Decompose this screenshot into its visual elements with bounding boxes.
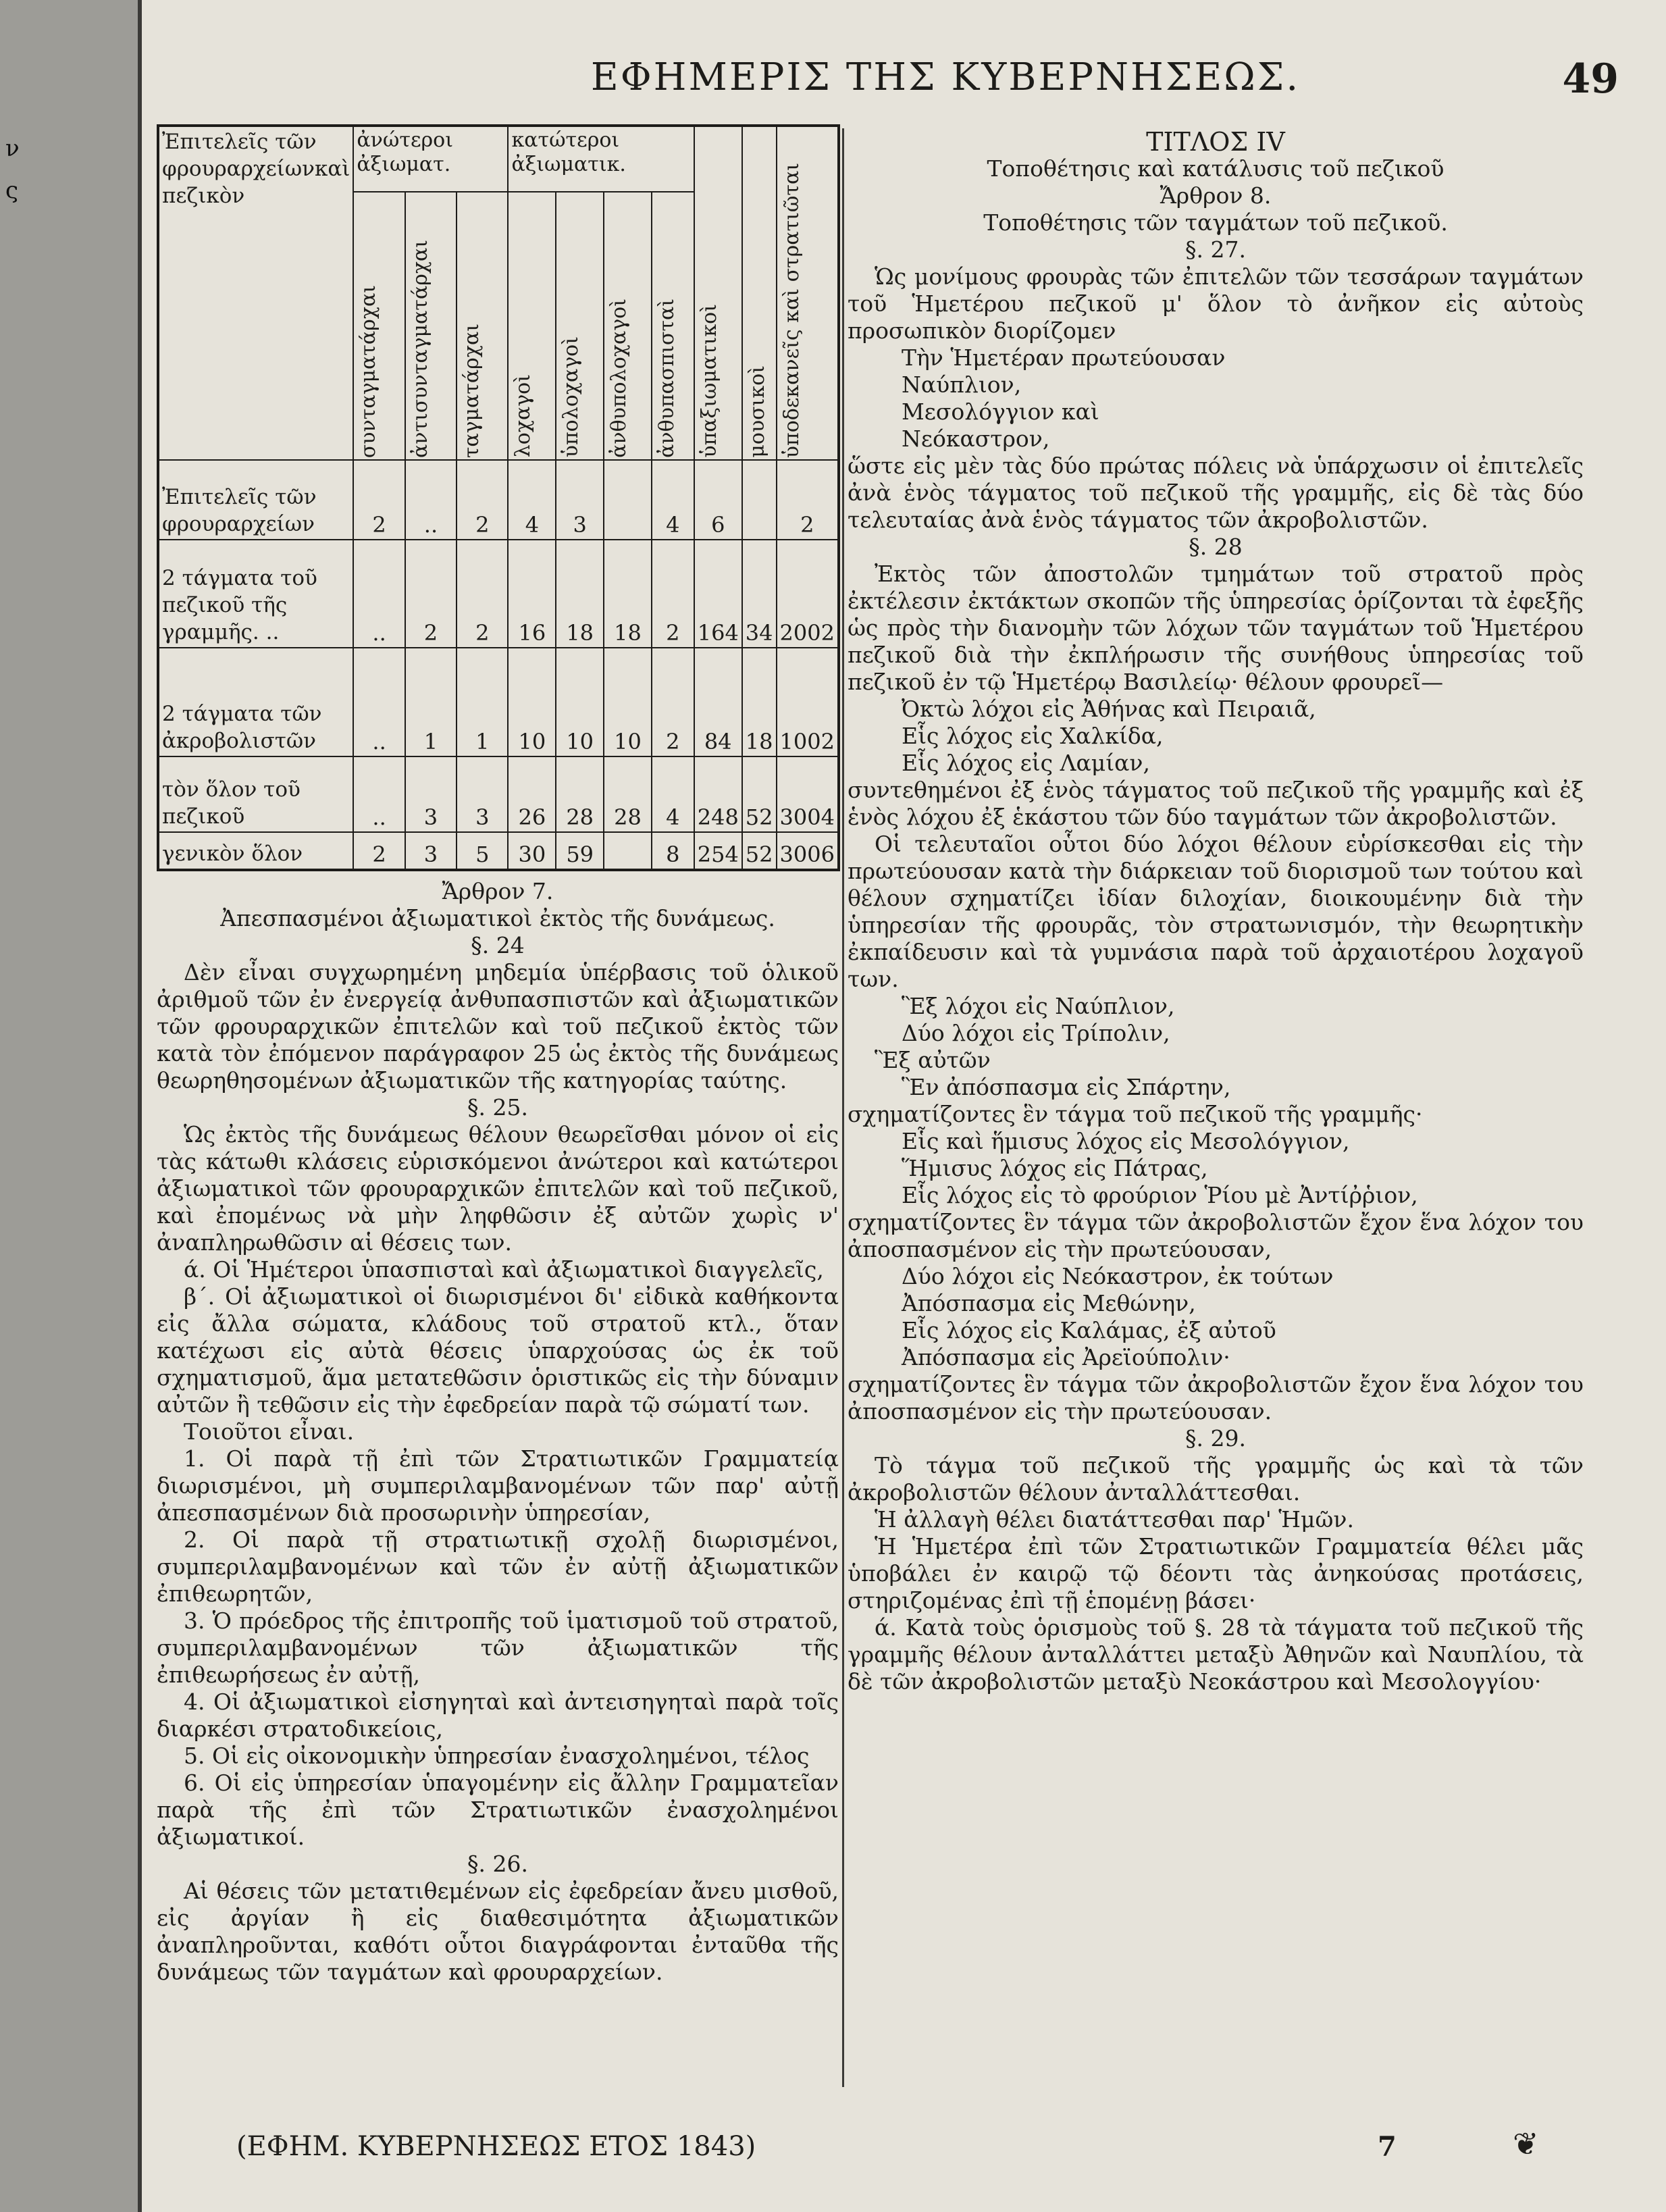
table-cell: 3 xyxy=(556,460,604,540)
place-item: Τὴν Ἡμετέραν πρωτεύουσαν xyxy=(902,344,1226,371)
table-cell: 8 xyxy=(652,832,694,869)
table-cell: 2 xyxy=(652,648,694,756)
table-cell: 2 xyxy=(353,832,405,869)
force-table xyxy=(159,127,837,869)
table-cell: 30 xyxy=(508,832,556,869)
table-cell: 10 xyxy=(556,648,604,756)
table-cell: 10 xyxy=(508,648,556,756)
footer-imprint: (ΕΦΗΜ. ΚΥΒΕΡΝΗΣΕΩΣ ΕΤΟΣ 1843) xyxy=(236,2131,756,2162)
place-item: Ἀπόσπασμα εἰς Ἀρεϊούπολιν· xyxy=(902,1344,1230,1370)
article-heading: Ἄρθρον 8. xyxy=(1160,182,1272,209)
table-cell: 4 xyxy=(652,460,694,540)
article-subheading: Ἀπεσπασμένοι ἀξιωματικοὶ ἐκτὸς τῆς δυνάμεως. xyxy=(220,905,775,931)
table-cell: 84 xyxy=(694,648,742,756)
table-row xyxy=(159,648,837,756)
title-subheading: Τοποθέτησις καὶ κατάλυσις τοῦ πεζικοῦ xyxy=(987,155,1444,182)
table-cell: 3 xyxy=(457,756,508,832)
table-cell: 28 xyxy=(604,756,652,832)
list-item: 5. Οἱ εἰς οἰκονομικὴν ὑπηρεσίαν ἐνασχολημένοι, τέλος xyxy=(184,1743,810,1769)
table-cell xyxy=(604,832,652,869)
article-subheading: Τοποθέτησις τῶν ταγμάτων τοῦ πεζικοῦ. xyxy=(983,209,1448,236)
paragraph: β΄. Οἱ ἀξιωματικοὶ οἱ διωρισμένοι δι' εἰδικὰ καθήκοντα εἰς ἄλλα σώματα, κλάδους τοῦ στρατοῦ κτλ., ὅταν κατέχωσι εἰς αὐτὰ θέσεις ὑπαρχούσας ὡς ἐκ τοῦ σχηματισμοῦ, ἅμα μετατεθῶσιν ὁριστικῶς εἰς τὴν δύναμιν αὐτῶν ἢ τεθῶσιν εἰς τὴν ἐφεδρείαν παρὰ τῷ σώματί των. xyxy=(157,1283,839,1418)
column-header: ταγματάρχαι xyxy=(460,323,484,458)
list-item: 1. Οἱ παρὰ τῇ ἐπὶ τῶν Στρατιωτικῶν Γραμματείᾳ διωρισμένοι, μὴ συμπεριλαμβανομένων τῶν παρ' αὐτῇ ἀπεσπασμένων διὰ προσωρινὴν ὑπηρεσίαν, xyxy=(157,1445,839,1526)
place-item: Εἷς καὶ ἥμισυς λόχος εἰς Μεσολόγγιον, xyxy=(902,1128,1350,1154)
page-header xyxy=(155,55,1666,116)
table-cell: .. xyxy=(353,648,405,756)
table-cell: 34 xyxy=(742,540,777,648)
paragraph: Τὸ τάγμα τοῦ πεζικοῦ τῆς γραμμῆς ὡς καὶ τὰ τῶν ἀκροβολιστῶν θέλουν ἀνταλλάττεσθαι. xyxy=(848,1452,1584,1506)
table-cell: 52 xyxy=(742,756,777,832)
column-header: ἀντισυνταγματάρχαι xyxy=(408,239,432,458)
column-header: ἀνθυπασπισταὶ xyxy=(654,298,679,458)
left-column xyxy=(157,878,839,1986)
place-item: Ἓξ αὐτῶν xyxy=(875,1047,991,1073)
section-heading: §. 29. xyxy=(1185,1425,1246,1451)
table-cell xyxy=(604,460,652,540)
table-cell: 10 xyxy=(604,648,652,756)
table-cell: .. xyxy=(353,756,405,832)
column-header: ἀνθυπολοχαγοὶ xyxy=(607,298,631,458)
table-cell: 1 xyxy=(457,648,508,756)
section-heading: §. 26. xyxy=(467,1851,528,1877)
table-cell: 2002 xyxy=(777,540,837,648)
paragraph: Ἡ ἀλλαγὴ θέλει διατάττεσθαι παρ' Ἡμῶν. xyxy=(875,1506,1354,1533)
table-row xyxy=(159,460,837,540)
place-item: Εἷς λόχος εἰς Λαμίαν, xyxy=(902,750,1150,776)
place-item: Μεσολόγγιον καὶ xyxy=(902,398,1099,425)
row-label: τὸν ὅλον τοῦ πεζικοῦ xyxy=(159,756,353,832)
place-item: Εἷς λόχος εἰς τὸ φρούριον Ῥίου μὲ Ἀντίῤῥιον, xyxy=(902,1182,1418,1208)
table-cell: 18 xyxy=(742,648,777,756)
table-cell: 4 xyxy=(508,460,556,540)
place-item: Ἥμισυς λόχος εἰς Πάτρας, xyxy=(902,1155,1208,1181)
paragraph: Ἡ Ἡμετέρα ἐπὶ τῶν Στρατιωτικῶν Γραμματεία θέλει μᾶς ὑποβάλει ἐν καιρῷ τῷ δέοντι τὰς ἀνηκούσας προτάσεις, στηριζομένας ἐπὶ τῇ ἑπομένῃ βάσει· xyxy=(848,1533,1584,1614)
table-cell: 16 xyxy=(508,540,556,648)
table-cell: 26 xyxy=(508,756,556,832)
table-cell: .. xyxy=(353,540,405,648)
table-cell: 59 xyxy=(556,832,604,869)
paragraph: σχηματίζοντες ἓν τάγμα τοῦ πεζικοῦ τῆς γραμμῆς· xyxy=(848,1101,1423,1127)
place-item: Δύο λόχοι εἰς Νεόκαστρον, ἐκ τούτων xyxy=(902,1263,1334,1289)
margin-fragment: ς xyxy=(5,177,19,204)
table-cell: 18 xyxy=(556,540,604,648)
ornament-icon: ❦ xyxy=(1513,2126,1539,2162)
table-cell: 3 xyxy=(405,756,457,832)
table-cell: 3004 xyxy=(777,756,837,832)
gazette-title: ΕΦΗΜΕΡΙΣ ΤΗΣ ΚΥΒΕΡΝΗΣΕΩΣ. xyxy=(590,55,1301,99)
paragraph: σχηματίζοντες ἓν τάγμα τῶν ἀκροβολιστῶν ἔχον ἕνα λόχον του ἀποσπασμένον εἰς τὴν πρωτεύουσαν. xyxy=(848,1371,1584,1424)
paragraph: ά. Οἱ Ἡμέτεροι ὑπασπισταὶ καὶ ἀξιωματικοὶ διαγγελεῖς, xyxy=(184,1256,824,1283)
place-item: Ναύπλιον, xyxy=(902,371,1022,398)
signature-mark: 7 xyxy=(1378,2131,1397,2163)
margin-fragment: ν xyxy=(5,135,20,162)
row-label: 2 τάγματα τῶν ἀκροβολιστῶν xyxy=(159,648,353,756)
table-row xyxy=(159,540,837,648)
place-item: Ἓξ λόχοι εἰς Ναύπλιον, xyxy=(902,993,1175,1019)
section-heading: §. 27. xyxy=(1185,236,1246,263)
column-header: ὑπολοχαγοὶ xyxy=(559,336,583,458)
table-cell: 248 xyxy=(694,756,742,832)
paragraph: ά. Κατὰ τοὺς ὁρισμοὺς τοῦ §. 28 τὰ τάγματα τοῦ πεζικοῦ τῆς γραμμῆς θέλουν ἀνταλλάττει μεταξὺ Ἀθηνῶν καὶ Ναυπλίου, τὰ δὲ τῶν ἀκροβολιστῶν μεταξὺ Νεοκάστρου καὶ Μεσολογγίου· xyxy=(848,1614,1584,1695)
group-header-senior: ἀνώτεροι ἀξιωματ. xyxy=(353,127,508,192)
table-row xyxy=(159,832,837,869)
section-heading: §. 24 xyxy=(471,932,525,958)
table-corner-label: Ἐπιτελεῖς τῶν φρουραρχείωνκαὶ πεζικὸν xyxy=(159,127,353,460)
column-header: μουσικοὶ xyxy=(745,365,769,458)
place-item: Εἷς λόχος εἰς Καλάμας, ἐξ αὐτοῦ xyxy=(902,1317,1276,1343)
place-item: Ἓν ἀπόσπασμα εἰς Σπάρτην, xyxy=(902,1074,1231,1100)
place-item: Εἷς λόχος εἰς Χαλκίδα, xyxy=(902,723,1164,749)
table-cell: 2 xyxy=(457,460,508,540)
right-column xyxy=(848,128,1584,1695)
page-edge xyxy=(138,0,142,2212)
paragraph: συντεθημένοι ἐξ ἑνὸς τάγματος τοῦ πεζικοῦ τῆς γραμμῆς καὶ ἐξ ἑνὸς λόχου ἐξ ἑκάστου τῶν δύο ταγμάτων τῶν ἀκροβολιστῶν. xyxy=(848,777,1584,830)
place-item: Νεόκαστρον, xyxy=(902,426,1050,452)
table-cell: 28 xyxy=(556,756,604,832)
scan-left-margin xyxy=(0,0,142,2212)
table-cell: 1002 xyxy=(777,648,837,756)
table-cell: 2 xyxy=(405,540,457,648)
table-cell: 18 xyxy=(604,540,652,648)
table-cell: 52 xyxy=(742,832,777,869)
paragraph: ὥστε εἰς μὲν τὰς δύο πρώτας πόλεις νὰ ὑπάρχωσιν οἱ ἐπιτελεῖς ἀνὰ ἑνὸς τάγματος τοῦ πεζικοῦ τῆς γραμμῆς, εἰς δὲ τὰς δύο τελευταίας ἀνὰ ἑνὸς τάγματος τῶν ἀκροβολιστῶν. xyxy=(848,453,1584,533)
row-label: γενικὸν ὅλον xyxy=(162,842,303,866)
list-item: 6. Οἱ εἰς ὑπηρεσίαν ὑπαγομένην εἰς ἄλλην Γραμματεῖαν παρὰ τῆς ἐπὶ τῶν Στρατιωτικῶν ἐνασχολημένοι ἀξιωματικοί. xyxy=(157,1770,839,1850)
paragraph: Ὡς ἐκτὸς τῆς δυνάμεως θέλουν θεωρεῖσθαι μόνον οἱ εἰς τὰς κάτωθι κλάσεις εὑρισκόμενοι ἀνώτεροι καὶ κατώτεροι ἀξιωματικοὶ τῶν φρουραρχικῶν ἐπιτελῶν καὶ τοῦ πεζικοῦ, καὶ ἐπομένως νὰ μὴν ληφθῶσιν ἐξ αὐτῶν χωρὶς ν' ἀναπληρωθῶσιν αἱ θέσεις των. xyxy=(157,1121,839,1256)
force-strength-table xyxy=(157,124,840,871)
paragraph: Αἱ θέσεις τῶν μετατιθεμένων εἰς ἐφεδρείαν ἄνευ μισθοῦ, εἰς ἀργίαν ἢ εἰς διαθεσιμότητα ἀξιωματικῶν ἀναπληροῦνται, καθότι οὗτοι διαγράφονται ἐνταῦθα τῆς δυνάμεως τῶν ταγμάτων καὶ φρουραρχείων. xyxy=(157,1878,839,1985)
table-cell xyxy=(742,460,777,540)
column-header: ὑπαξιωματικοὶ xyxy=(697,304,721,458)
paragraph: Ὡς μονίμους φρουρὰς τῶν ἐπιτελῶν τῶν τεσσάρων ταγμάτων τοῦ Ἡμετέρου πεζικοῦ μ' ὅλον τὸ ἀνῆκον εἰς αὐτοὺς προσωπικὸν διορίζομεν xyxy=(848,263,1584,344)
list-item: 2. Οἱ παρὰ τῇ στρατιωτικῇ σχολῇ διωρισμένοι, συμπεριλαμβανομένων καὶ τῶν ἐν αὐτῇ ἀξιωματικῶν ἐπιθεωρητῶν, xyxy=(157,1526,839,1607)
column-header: λοχαγοὶ xyxy=(511,374,536,458)
table-cell: 4 xyxy=(652,756,694,832)
place-item: Ἀπόσπασμα εἰς Μεθώνην, xyxy=(902,1290,1196,1316)
article-heading: Ἄρθρον 7. xyxy=(442,878,554,904)
table-row xyxy=(159,756,837,832)
place-item: Δύο λόχοι εἰς Τρίπολιν, xyxy=(902,1020,1170,1046)
table-cell: 5 xyxy=(457,832,508,869)
table-cell: 6 xyxy=(694,460,742,540)
table-cell: 164 xyxy=(694,540,742,648)
column-header: συνταγματάρχαι xyxy=(357,284,381,458)
table-cell: 2 xyxy=(652,540,694,648)
table-cell: 1 xyxy=(405,648,457,756)
place-item: Ὀκτὼ λόχοι εἰς Ἀθήνας καὶ Πειραιᾶ, xyxy=(902,696,1316,722)
table-cell: 254 xyxy=(694,832,742,869)
row-label: Ἐπιτελεῖς τῶν φρουραρχείων xyxy=(159,460,353,540)
paragraph: Ἐκτὸς τῶν ἀποστολῶν τμημάτων τοῦ στρατοῦ πρὸς ἐκτέλεσιν ἐκτάκτων σκοπῶν τῆς ὑπηρεσίας ὁρίζονται τὰ ἐφεξῆς ὡς πρὸς τὴν διανομὴν τῶν λόχων τῶν ταγμάτων τοῦ Ἡμετέρου πεζικοῦ διὰ τὴν ἐκπλήρωσιν τῆς συνήθους ὑπηρεσίας τοῦ πεζικοῦ ἐν τῷ Ἡμετέρῳ Βασιλείῳ· θέλουν φρουρεῖ— xyxy=(848,561,1584,695)
table-cell: 3006 xyxy=(777,832,837,869)
list-item: 3. Ὁ πρόεδρος τῆς ἐπιτροπῆς τοῦ ἱματισμοῦ τοῦ στρατοῦ, συμπεριλαμβανομένων τῶν ἀξιωματικῶν τῆς ἐπιθεωρήσεως ἐν αὐτῇ, xyxy=(157,1607,839,1688)
paragraph: Δὲν εἶναι συγχωρημένη μηδεμία ὑπέρβασις τοῦ ὁλικοῦ ἀριθμοῦ τῶν ἐν ἐνεργείᾳ ἀνθυπασπιστῶν καὶ ἀξιωματικῶν τῶν φρουραρχικῶν ἐπιτελῶν καὶ τοῦ πεζικοῦ ἐκτὸς τῶν κατὰ τὸν ἐπόμενον παράγραφον 25 ὡς ἐκτὸς τῆς δυνάμεως θεωρηθησομένων ἀξιωματικῶν τῆς κατηγορίας ταύτης. xyxy=(157,959,839,1094)
title-heading: ΤΙΤΛΟΣ IV xyxy=(1146,127,1285,157)
paragraph: Τοιοῦτοι εἶναι. xyxy=(184,1418,355,1445)
table-cell: .. xyxy=(405,460,457,540)
paragraph: Οἱ τελευταῖοι οὗτοι δύο λόχοι θέλουν εὑρίσκεσθαι εἰς τὴν πρωτεύουσαν κατὰ τὴν διάρκειαν τοῦ διορισμοῦ των τούτου καὶ θέλουν σχηματίζει ἰδίαν διλοχίαν, διοικουμένην διὰ τὴν ὑπηρεσίαν τῆς φρουρᾶς, τὸν στρατωνισμόν, τὴν θεωρητικὴν ἐκπαίδευσιν καὶ τὰ γυμνάσια παρὰ τοῦ ἀρχαιοτέρου λοχαγοῦ των. xyxy=(848,831,1584,992)
table-cell: 3 xyxy=(405,832,457,869)
list-item: 4. Οἱ ἀξιωματικοὶ εἰσηγηταὶ καὶ ἀντεισηγηταὶ παρὰ τοῖς διαρκέσι στρατοδικείοις, xyxy=(157,1689,839,1742)
column-divider xyxy=(842,128,844,2087)
page-number: 49 xyxy=(1562,55,1619,103)
section-heading: §. 28 xyxy=(1189,534,1243,560)
row-label: 2 τάγματα τοῦ πεζικοῦ τῆς γραμμῆς. .. xyxy=(159,540,353,648)
table-cell: 2 xyxy=(353,460,405,540)
table-cell: 2 xyxy=(777,460,837,540)
paragraph: σχηματίζοντες ἓν τάγμα τῶν ἀκροβολιστῶν ἔχον ἕνα λόχον του ἀποσπασμένον εἰς τὴν πρωτεύουσαν, xyxy=(848,1209,1584,1262)
group-header-junior: κατώτεροι ἀξιωματικ. xyxy=(508,127,694,192)
section-heading: §. 25. xyxy=(467,1094,528,1121)
table-cell: 2 xyxy=(457,540,508,648)
column-header: ὑποδεκανεῖς καὶ στρατιῶται xyxy=(779,162,804,458)
